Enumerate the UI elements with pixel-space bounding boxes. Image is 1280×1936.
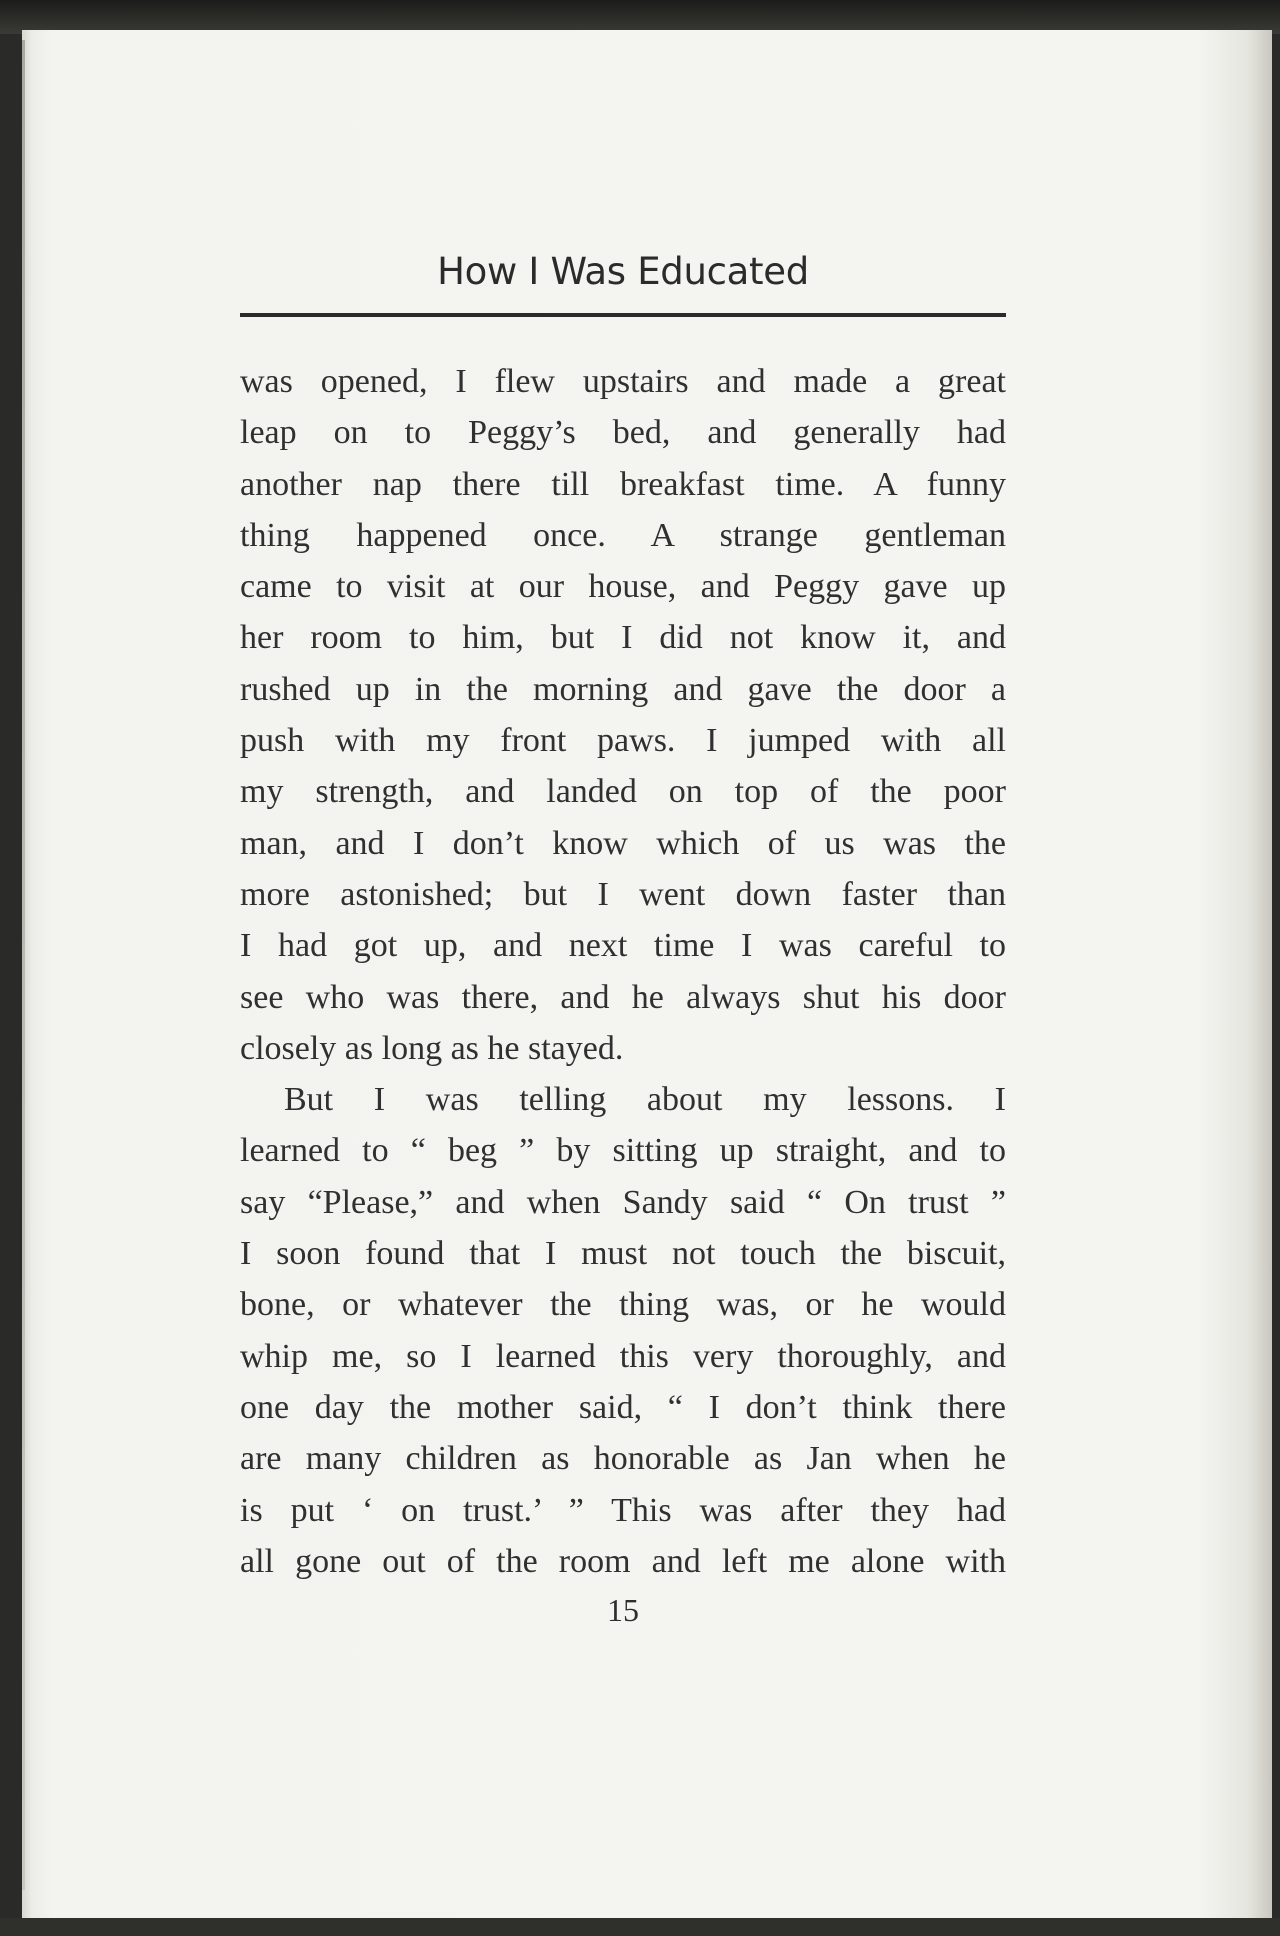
text-line: her room to him, but I did not know it, and — [240, 619, 1006, 657]
text-line: all gone out of the room and left me alone with — [240, 1542, 1006, 1580]
text-line: learned to “ beg ” by sitting up straight, and to — [240, 1132, 1006, 1170]
text-line: But I was telling about my lessons. I — [284, 1081, 1006, 1119]
body-text — [240, 356, 1006, 1587]
text-line: came to visit at our house, and Peggy gave up — [240, 568, 1006, 606]
text-line: is put ‘ on trust.’ ” This was after they had — [240, 1491, 1006, 1529]
text-line: I soon found that I must not touch the biscuit, — [240, 1235, 1006, 1273]
text-line: my strength, and landed on top of the poor — [240, 773, 1006, 811]
scan-bottom-edge — [0, 1918, 1280, 1936]
text-line: are many children as honorable as Jan when he — [240, 1440, 1006, 1478]
text-line: leap on to Peggy’s bed, and generally had — [240, 414, 1006, 452]
text-line: push with my front paws. I jumped with all — [240, 722, 1006, 760]
scan-top-edge — [0, 0, 1280, 34]
text-line: bone, or whatever the thing was, or he would — [240, 1286, 1006, 1324]
text-line: whip me, so I learned this very thoroughly, and — [240, 1337, 1006, 1375]
text-line: was opened, I flew upstairs and made a great — [240, 363, 1006, 400]
text-line: I had got up, and next time I was careful to — [240, 927, 1006, 965]
text-line: closely as long as he stayed. — [240, 1029, 624, 1067]
page-spine-edge — [22, 40, 25, 1890]
text-line: thing happened once. A strange gentleman — [240, 516, 1006, 554]
page-number: 15 — [607, 1592, 639, 1628]
text-line: rushed up in the morning and gave the door a — [240, 670, 1006, 708]
text-line: say “Please,” and when Sandy said “ On trust ” — [240, 1183, 1006, 1221]
running-head-title: How I Was Educated — [437, 250, 809, 293]
text-line: see who was there, and he always shut his door — [240, 978, 1006, 1016]
header-rule — [240, 313, 1006, 317]
text-line: man, and I don’t know which of us was the — [240, 824, 1006, 862]
text-line: another nap there till breakfast time. A funny — [240, 465, 1006, 503]
text-line: one day the mother said, “ I don’t think there — [240, 1388, 1006, 1426]
text-line: more astonished; but I went down faster than — [240, 875, 1006, 913]
